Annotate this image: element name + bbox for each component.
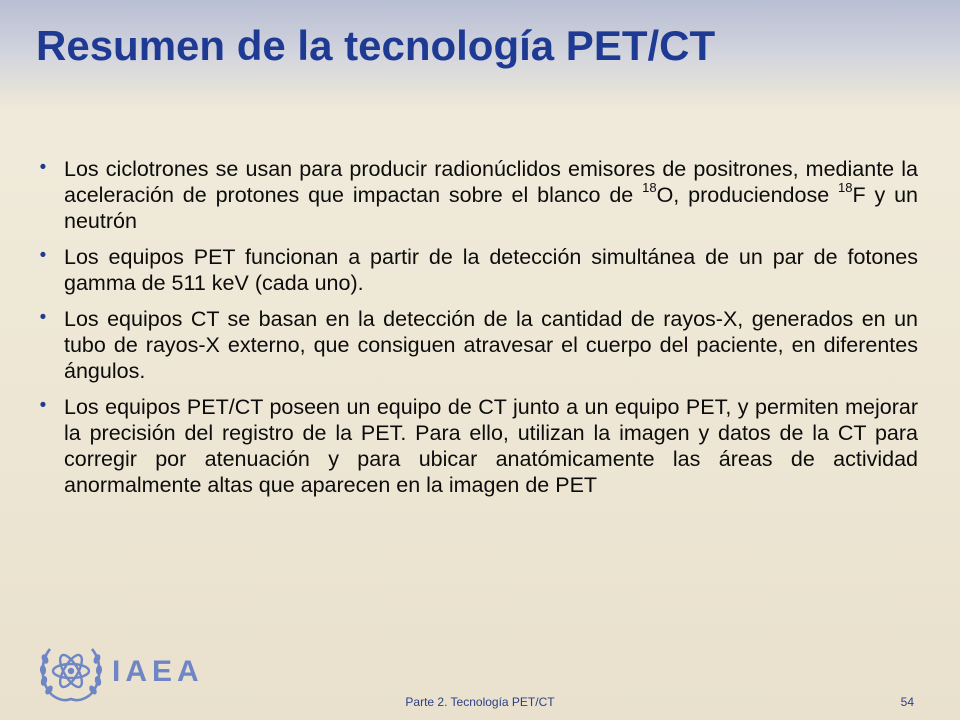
superscript-mass-number: 18 [642, 179, 657, 195]
superscript-mass-number: 18 [838, 179, 853, 195]
bullet-item [36, 244, 918, 296]
bullet-dot-icon: • [39, 307, 47, 328]
bullet-list [36, 156, 918, 508]
page-number: 54 [900, 695, 914, 709]
bullet-item [36, 394, 918, 498]
bullet-item [36, 156, 918, 234]
bullet-dot-icon: • [39, 395, 47, 416]
slide-title: Resumen de la tecnología PET/CT [36, 22, 716, 69]
bullet-text: O, produciendose [656, 183, 839, 207]
bullet-text: Los equipos CT se basan en la detección de la cantidad de rayos-X, generados en un tubo de rayos-X externo, que consiguen atravesar el cuerpo del paciente, en diferentes ángulos. [64, 307, 918, 383]
bullet-text: Los ciclotrones se usan para producir radionúclidos emisores de positrones, mediante la aceleración de protones que impactan sobre el blanco de [64, 157, 918, 207]
bullet-item [36, 306, 918, 384]
iaea-logo-text: IAEA [112, 655, 204, 688]
bullet-text: Los equipos PET funcionan a partir de la detección simultánea de un par de fotones gamma de 511 keV (cada uno). [64, 245, 918, 295]
bullet-dot-icon: • [39, 157, 47, 178]
bullet-text: F y un neutrón [64, 183, 918, 233]
bullet-text: Los equipos PET/CT poseen un equipo de CT junto a un equipo PET, y permiten mejorar la precisión del registro de la PET. Para ello, utilizan la imagen y datos de la CT para corregir por atenuación y para ubicar anatómicamente las áreas de actividad anormalmente altas que aparecen en la imagen de PET [64, 395, 918, 497]
footer-section-label: Parte 2. Tecnología PET/CT [405, 695, 555, 709]
bullet-dot-icon: • [39, 245, 47, 266]
